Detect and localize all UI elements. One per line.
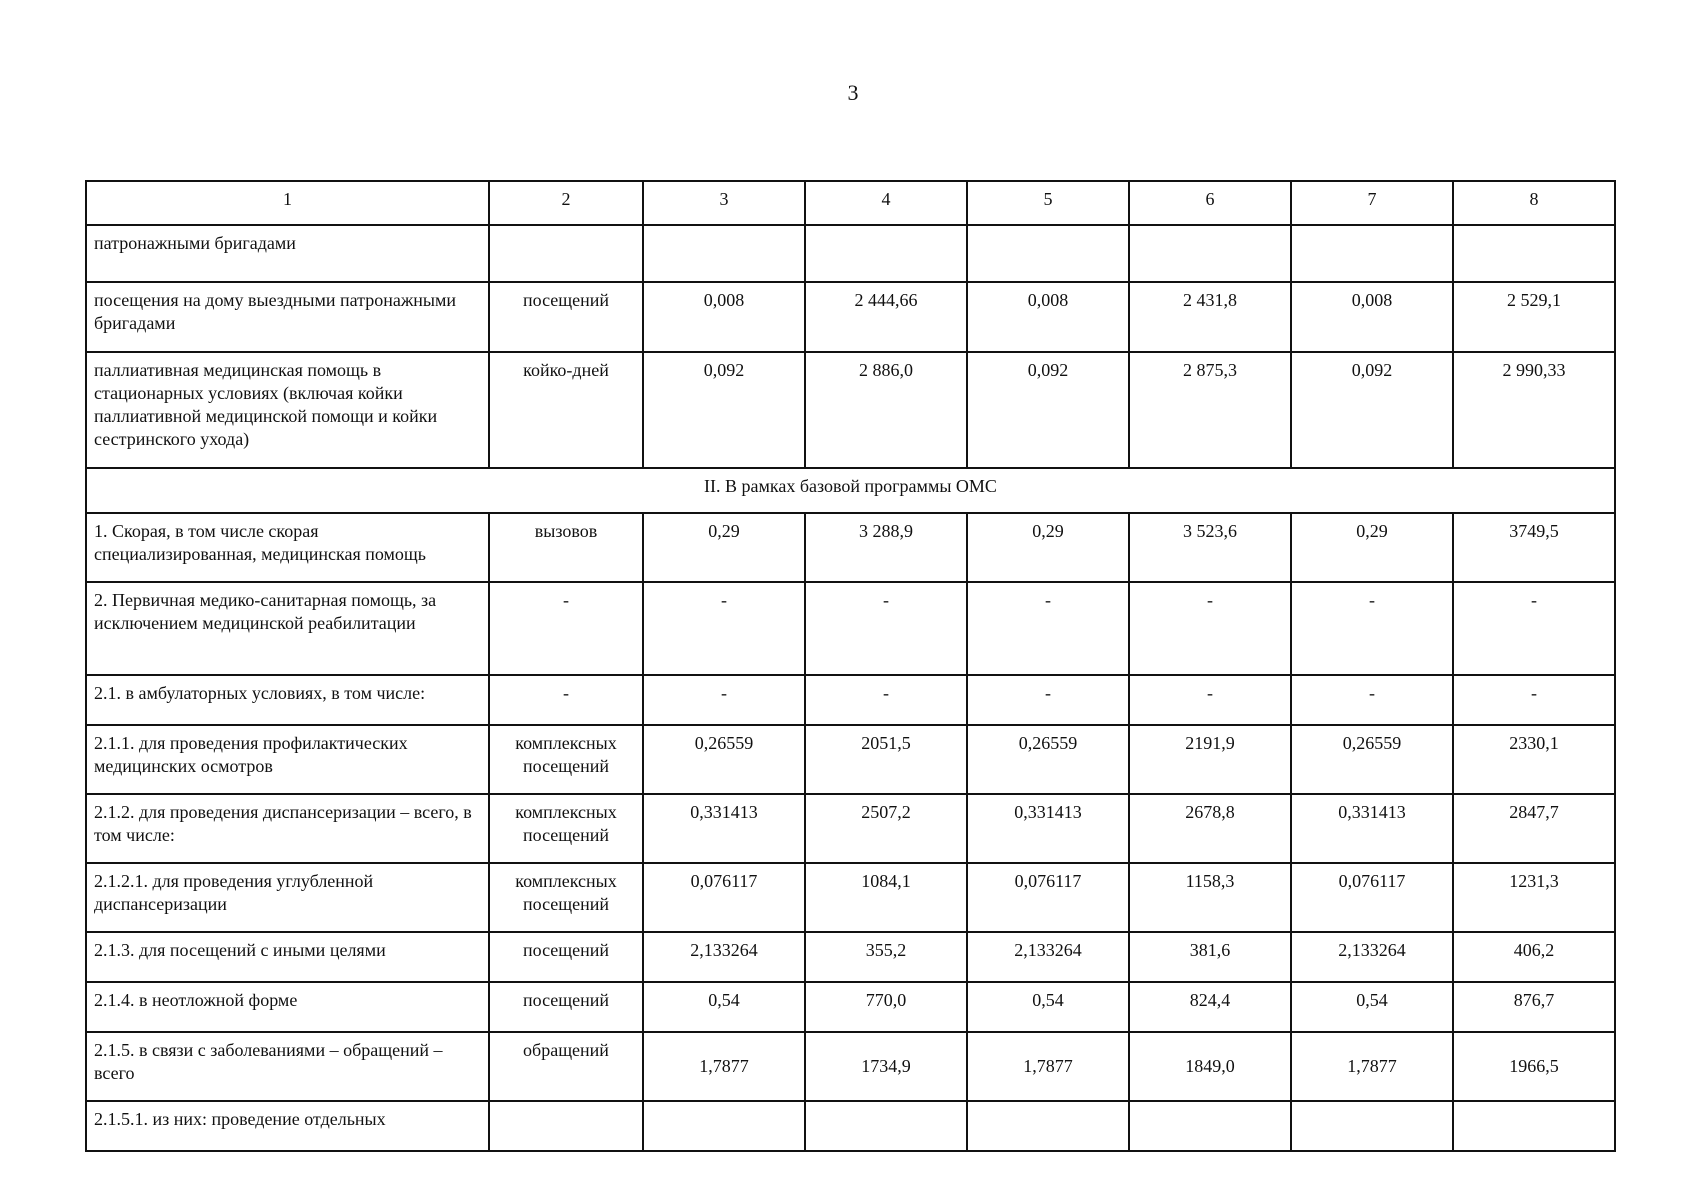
- value-col-4: -: [805, 675, 967, 725]
- value-col-3: -: [643, 582, 805, 675]
- table-row: [86, 225, 1615, 282]
- value-col-6: [1129, 225, 1291, 282]
- value-col-8: -: [1453, 582, 1615, 675]
- value-col-3: 2,133264: [643, 932, 805, 982]
- value-col-8: 2 529,1: [1453, 282, 1615, 352]
- value-col-7: 0,076117: [1291, 863, 1453, 932]
- value-col-5: 2,133264: [967, 932, 1129, 982]
- value-col-4: 355,2: [805, 932, 967, 982]
- row-name-cell: патронажными бригадами: [86, 225, 489, 282]
- column-header-5: 5: [967, 181, 1129, 225]
- row-name-cell: 2.1. в амбулаторных условиях, в том числе:: [86, 675, 489, 725]
- value-col-5: 0,076117: [967, 863, 1129, 932]
- value-col-8: -: [1453, 675, 1615, 725]
- value-col-7: 0,331413: [1291, 794, 1453, 863]
- value-col-7: [1291, 225, 1453, 282]
- value-col-3: [643, 225, 805, 282]
- table-row: [86, 1101, 1615, 1151]
- value-col-6: 2191,9: [1129, 725, 1291, 794]
- table-row: [86, 932, 1615, 982]
- value-col-5: 0,29: [967, 513, 1129, 582]
- value-col-5: [967, 225, 1129, 282]
- table-row: [86, 582, 1615, 675]
- table-row: [86, 725, 1615, 794]
- unit-cell: комплексных посещений: [489, 725, 643, 794]
- unit-cell: койко-дней: [489, 352, 643, 468]
- value-col-3: 0,008: [643, 282, 805, 352]
- value-col-8: 1966,5: [1453, 1032, 1615, 1101]
- unit-cell: [489, 1101, 643, 1151]
- value-col-4: -: [805, 582, 967, 675]
- value-col-3: 0,54: [643, 982, 805, 1032]
- table-row: [86, 282, 1615, 352]
- table-header-row: [86, 181, 1615, 225]
- value-col-5: -: [967, 675, 1129, 725]
- value-col-8: 2847,7: [1453, 794, 1615, 863]
- value-col-8: [1453, 1101, 1615, 1151]
- value-col-6: 1849,0: [1129, 1032, 1291, 1101]
- row-name-cell: паллиативная медицинская помощь в стационарных условиях (включая койки паллиативной медицинской помощи и койки сестринского ухода): [86, 352, 489, 468]
- table-row: [86, 513, 1615, 582]
- unit-cell: посещений: [489, 932, 643, 982]
- column-header-1: 1: [86, 181, 489, 225]
- table-row: [86, 794, 1615, 863]
- value-col-4: [805, 1101, 967, 1151]
- value-col-3: 0,076117: [643, 863, 805, 932]
- value-col-5: [967, 1101, 1129, 1151]
- value-col-4: 1084,1: [805, 863, 967, 932]
- row-name-cell: 2.1.1. для проведения профилактических медицинских осмотров: [86, 725, 489, 794]
- value-col-6: 1158,3: [1129, 863, 1291, 932]
- value-col-6: -: [1129, 675, 1291, 725]
- unit-cell: -: [489, 582, 643, 675]
- row-name-cell: 2.1.2. для проведения диспансеризации – всего, в том числе:: [86, 794, 489, 863]
- value-col-3: 0,26559: [643, 725, 805, 794]
- value-col-5: -: [967, 582, 1129, 675]
- value-col-7: 0,54: [1291, 982, 1453, 1032]
- value-col-7: -: [1291, 675, 1453, 725]
- value-col-5: 0,331413: [967, 794, 1129, 863]
- value-col-4: 2507,2: [805, 794, 967, 863]
- value-col-3: 0,331413: [643, 794, 805, 863]
- value-col-5: 0,008: [967, 282, 1129, 352]
- row-name-cell: посещения на дому выездными патронажными бригадами: [86, 282, 489, 352]
- value-col-3: 1,7877: [643, 1032, 805, 1101]
- row-name-cell: 2.1.3. для посещений с иными целями: [86, 932, 489, 982]
- column-header-6: 6: [1129, 181, 1291, 225]
- value-col-7: 2,133264: [1291, 932, 1453, 982]
- value-col-8: [1453, 225, 1615, 282]
- value-col-3: 0,092: [643, 352, 805, 468]
- value-col-7: 0,29: [1291, 513, 1453, 582]
- unit-cell: обращений: [489, 1032, 643, 1101]
- row-name-cell: 2.1.2.1. для проведения углубленной диспансеризации: [86, 863, 489, 932]
- unit-cell: вызовов: [489, 513, 643, 582]
- unit-cell: комплексных посещений: [489, 863, 643, 932]
- value-col-5: 0,092: [967, 352, 1129, 468]
- column-header-8: 8: [1453, 181, 1615, 225]
- value-col-3: 0,29: [643, 513, 805, 582]
- value-col-4: 1734,9: [805, 1032, 967, 1101]
- value-col-7: 0,092: [1291, 352, 1453, 468]
- value-col-8: 3749,5: [1453, 513, 1615, 582]
- unit-cell: [489, 225, 643, 282]
- row-name-cell: 2.1.5. в связи с заболеваниями – обращений – всего: [86, 1032, 489, 1101]
- row-name-cell: 2. Первичная медико-санитарная помощь, за исключением медицинской реабилитации: [86, 582, 489, 675]
- unit-cell: посещений: [489, 982, 643, 1032]
- table-row: [86, 863, 1615, 932]
- table-row: [86, 982, 1615, 1032]
- value-col-6: 824,4: [1129, 982, 1291, 1032]
- value-col-5: 0,54: [967, 982, 1129, 1032]
- value-col-4: 3 288,9: [805, 513, 967, 582]
- value-col-7: [1291, 1101, 1453, 1151]
- value-col-8: 2 990,33: [1453, 352, 1615, 468]
- value-col-6: 381,6: [1129, 932, 1291, 982]
- column-header-2: 2: [489, 181, 643, 225]
- unit-cell: комплексных посещений: [489, 794, 643, 863]
- value-col-8: 2330,1: [1453, 725, 1615, 794]
- unit-cell: -: [489, 675, 643, 725]
- value-col-6: -: [1129, 582, 1291, 675]
- value-col-3: -: [643, 675, 805, 725]
- value-col-4: 770,0: [805, 982, 967, 1032]
- value-col-4: 2051,5: [805, 725, 967, 794]
- value-col-8: 876,7: [1453, 982, 1615, 1032]
- tariff-table: [85, 180, 1616, 1152]
- value-col-5: 1,7877: [967, 1032, 1129, 1101]
- column-header-3: 3: [643, 181, 805, 225]
- value-col-6: 2 431,8: [1129, 282, 1291, 352]
- value-col-8: 1231,3: [1453, 863, 1615, 932]
- value-col-7: 1,7877: [1291, 1032, 1453, 1101]
- value-col-6: 2 875,3: [1129, 352, 1291, 468]
- row-name-cell: 2.1.5.1. из них: проведение отдельных: [86, 1101, 489, 1151]
- section-title: II. В рамках базовой программы ОМС: [86, 468, 1615, 513]
- value-col-7: -: [1291, 582, 1453, 675]
- column-header-4: 4: [805, 181, 967, 225]
- value-col-7: 0,26559: [1291, 725, 1453, 794]
- value-col-6: 3 523,6: [1129, 513, 1291, 582]
- table-row: [86, 352, 1615, 468]
- value-col-4: [805, 225, 967, 282]
- unit-cell: посещений: [489, 282, 643, 352]
- value-col-4: 2 886,0: [805, 352, 967, 468]
- section-header-row: [86, 468, 1615, 513]
- column-header-7: 7: [1291, 181, 1453, 225]
- value-col-4: 2 444,66: [805, 282, 967, 352]
- page-number: 3: [847, 80, 859, 105]
- value-col-5: 0,26559: [967, 725, 1129, 794]
- value-col-6: [1129, 1101, 1291, 1151]
- value-col-8: 406,2: [1453, 932, 1615, 982]
- table-row: [86, 675, 1615, 725]
- value-col-7: 0,008: [1291, 282, 1453, 352]
- row-name-cell: 1. Скорая, в том числе скорая специализированная, медицинская помощь: [86, 513, 489, 582]
- row-name-cell: 2.1.4. в неотложной форме: [86, 982, 489, 1032]
- value-col-6: 2678,8: [1129, 794, 1291, 863]
- table-row: [86, 1032, 1615, 1101]
- value-col-3: [643, 1101, 805, 1151]
